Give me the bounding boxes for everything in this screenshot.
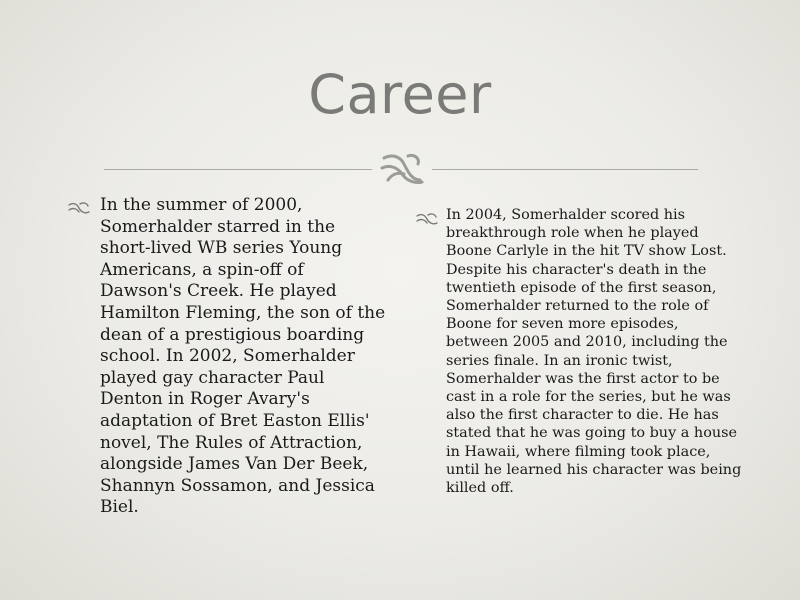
title-divider-left (104, 169, 372, 170)
ornament-bullet-icon (68, 201, 90, 215)
right-column-text: In 2004, Somerhalder scored his breakthrough role when he played Boone Carlyle in the hit TV show Lost. Despite his character's death in the twentieth episode of the first season, Somerhalder returned to the role of Boone for seven more episodes, between 2005 and 2010, including the series finale. In an ironic twist, Somerhalder was the first actor to be cast in a role for the series, but he was also the first character to die. He has stated that he was going to buy a house in Hawaii, where filming took place, until he learned his character was being killed off. (446, 207, 742, 497)
right-text-column (416, 206, 742, 497)
left-column-text: In the summer of 2000, Somerhalder starred in the short-lived WB series Young Americans, a spin-off of Dawson's Creek. He played Hamilton Fleming, the son of the dean of a prestigious boarding school. In 2002, Somerhalder played gay character Paul Denton in Roger Avary's adaptation of Bret Easton Ellis' novel, The Rules of Attraction, alongside James Van Der Beek, Shannyn Sossamon, and Jessica Biel. (100, 195, 386, 518)
slide-title: Career (308, 63, 492, 126)
ornament-bullet-icon (416, 212, 438, 226)
left-text-column (68, 195, 390, 519)
scroll-ornament-icon (378, 150, 426, 188)
title-divider-right (432, 169, 698, 170)
